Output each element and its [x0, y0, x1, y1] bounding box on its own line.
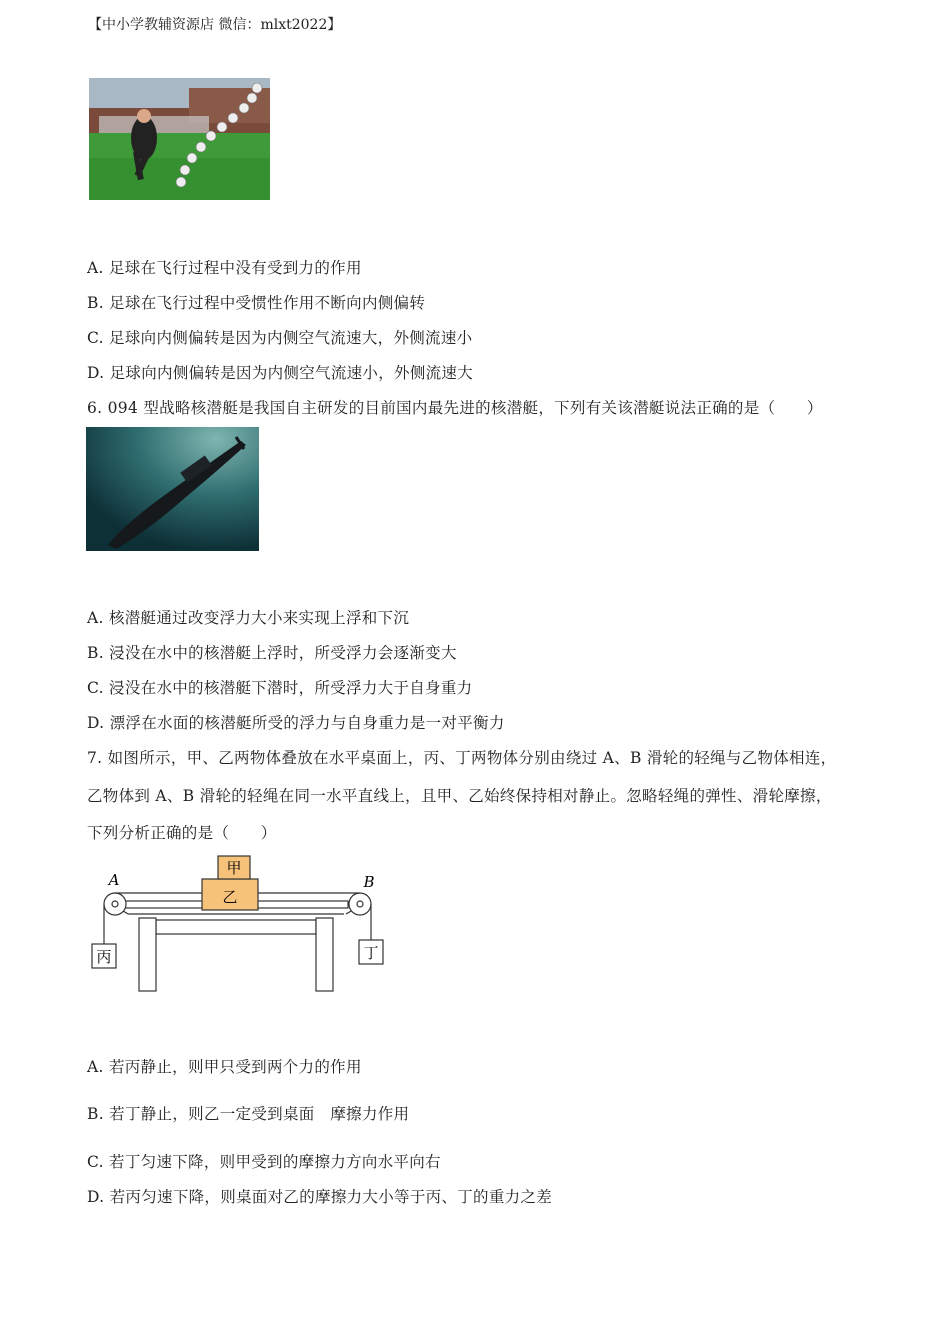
q7-stem-line-3: 下列分析正确的是（ ） [87, 824, 277, 842]
q7-stem-line-2: 乙物体到 A、B 滑轮的轻绳在同一水平直线上，且甲、乙始终保持相对静止。忽略轻绳的弹性、滑轮摩擦， [87, 787, 832, 805]
q7-option-c: C. 若丁匀速下降，则甲受到的摩擦力方向水平向右 [87, 1153, 441, 1171]
q7-option-a: A. 若丙静止，则甲只受到两个力的作用 [87, 1058, 362, 1076]
table-leg-left [139, 918, 156, 991]
q6-option-c: C. 浸没在水中的核潜艇下潜时，所受浮力大于自身重力 [87, 679, 473, 697]
header-watermark: 【中小学教辅资源店 微信：mlxt2022】 [88, 17, 342, 33]
table-leg-right [316, 918, 333, 991]
q5-option-b: B. 足球在飞行过程中受惯性作用不断向内侧偏转 [87, 294, 426, 312]
label-ding: 丁 [363, 944, 379, 962]
q5-option-d: D. 足球向内侧偏转是因为内侧空气流速小，外侧流速大 [87, 364, 474, 382]
table-rail [156, 920, 316, 934]
label-jia: 甲 [226, 859, 242, 877]
soccer-kick-photo [89, 78, 270, 200]
q6-option-b: B. 浸没在水中的核潜艇上浮时，所受浮力会逐渐变大 [87, 644, 457, 662]
label-yi: 乙 [222, 888, 238, 906]
q6-option-a: A. 核潜艇通过改变浮力大小来实现上浮和下沉 [87, 609, 410, 627]
q5-option-c: C. 足球向内侧偏转是因为内侧空气流速大，外侧流速小 [87, 329, 473, 347]
pulley-table-diagram [88, 852, 388, 997]
q7-option-b: B. 若丁静止，则乙一定受到桌面 摩擦力作用 [87, 1105, 410, 1123]
label-b: B [363, 873, 375, 891]
q7-stem-line-1: 7. 如图所示，甲、乙两物体叠放在水平桌面上，丙、丁两物体分别由绕过 A、B 滑轮的轻绳与乙物体相连， [87, 749, 837, 767]
submarine-photo [86, 427, 259, 551]
q7-option-d: D. 若丙匀速下降，则桌面对乙的摩擦力大小等于丙、丁的重力之差 [87, 1188, 553, 1206]
q6-option-d: D. 漂浮在水面的核潜艇所受的浮力与自身重力是一对平衡力 [87, 714, 505, 732]
label-bing: 丙 [96, 948, 112, 966]
q6-stem: 6. 094 型战略核潜艇是我国自主研发的目前国内最先进的核潜艇，下列有关该潜艇说法正确的是（ ） [87, 399, 823, 417]
q5-option-a: A. 足球在飞行过程中没有受到力的作用 [87, 259, 362, 277]
label-a: A [108, 871, 120, 889]
